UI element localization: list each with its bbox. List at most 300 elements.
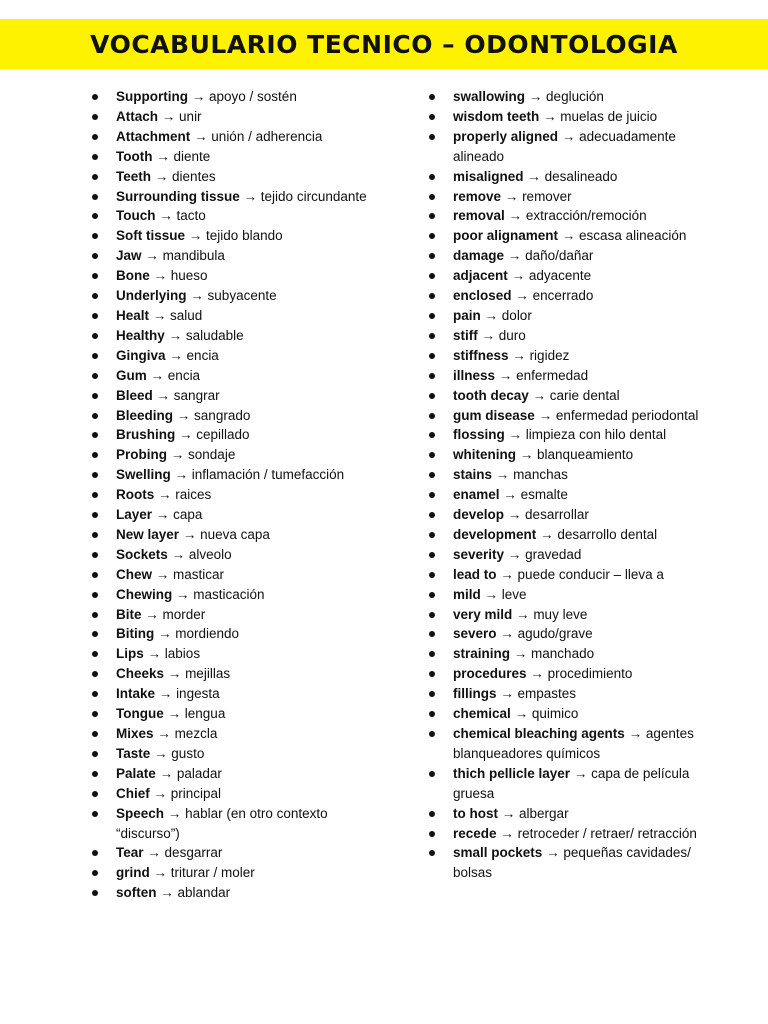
vocabulary-item [429,386,729,406]
arrow-icon: → [179,427,193,443]
vocabulary-translation: ingesta [176,686,220,702]
bullet-icon [92,194,98,200]
vocabulary-term: Tooth [116,148,153,164]
vocabulary-translation: apoyo / sostén [209,89,297,104]
arrow-icon: → [174,467,189,483]
vocabulary-translation: unión / adherencia [211,128,323,144]
vocabulary-item [92,445,392,465]
vocabulary-term: Supporting [116,89,188,104]
bullet-icon [92,492,98,498]
arrow-icon: → [154,168,169,184]
vocabulary-term: Layer [116,507,153,523]
vocabulary-term: fillings [453,686,497,702]
bullet-icon [92,413,98,419]
vocabulary-translation: mandibula [162,248,225,264]
vocabulary-translation: capa de película gruesa [453,765,690,801]
vocabulary-item [429,187,729,207]
vocabulary-item [429,684,729,704]
vocabulary-translation: adyacente [528,268,592,284]
bullet-icon [92,791,98,797]
vocabulary-term: mild [453,586,481,602]
vocabulary-term: properly aligned [453,128,559,144]
bullet-icon [92,393,98,399]
vocabulary-term: severo [453,626,497,642]
arrow-icon: → [153,865,168,881]
arrow-icon: → [161,108,176,124]
vocabulary-term: Healt [116,307,150,323]
vocabulary-term: Teeth [116,168,152,184]
bullet-icon [429,94,435,100]
bullet-icon [92,333,98,339]
vocabulary-translation: limpieza con hilo dental [525,427,667,443]
arrow-icon: → [156,387,171,403]
vocabulary-item [92,744,392,764]
bullet-icon [92,373,98,379]
vocabulary-term: Bleeding [116,407,174,423]
vocabulary-item [429,804,729,824]
vocabulary-translation: esmalte [520,487,568,503]
bullet-icon [92,671,98,677]
vocabulary-term: poor alignament [453,228,559,244]
arrow-icon: → [153,268,168,284]
bullet-icon [429,512,435,518]
vocabulary-term: remove [453,188,502,204]
vocabulary-translation: principal [170,785,222,801]
vocabulary-item [429,445,729,465]
vocabulary-item [92,366,392,386]
vocabulary-translation: sangrado [194,407,251,423]
vocabulary-translation: duro [498,327,526,343]
bullet-icon [429,612,435,618]
vocabulary-translation: puede conducir – lleva a [517,566,664,582]
bullet-icon [429,671,435,677]
vocabulary-translation: masticar [173,566,225,582]
arrow-icon: → [514,706,529,722]
bullet-icon [92,631,98,637]
bullet-icon [92,353,98,359]
arrow-icon: → [171,546,186,562]
arrow-icon: → [546,845,560,861]
vocabulary-translation: encerrado [532,288,594,304]
vocabulary-translation: desgarrar [164,845,223,861]
arrow-icon: → [484,586,499,602]
vocabulary-term: Touch [116,208,156,224]
vocabulary-item [429,406,729,426]
vocabulary-item [92,565,392,585]
vocabulary-translation: leve [501,586,527,602]
vocabulary-item [429,764,729,804]
vocabulary-term: Bone [116,268,150,284]
page-title: VOCABULARIO TECNICO – ODONTOLOGIA [90,29,678,59]
bullet-icon [429,134,435,140]
vocabulary-item [92,266,392,286]
vocabulary-translation: agentes blanqueadores químicos [453,726,694,761]
vocabulary-term: Gum [116,367,147,383]
bullet-icon [92,452,98,458]
bullet-icon [92,890,98,896]
vocabulary-term: Chief [116,785,150,801]
vocabulary-term: Gingiva [116,347,166,363]
arrow-icon: → [508,427,523,443]
vocabulary-term: Probing [116,447,167,463]
arrow-icon: → [561,228,576,244]
arrow-icon: → [507,507,522,523]
bullet-icon [429,293,435,299]
vocabulary-term: to host [453,805,498,821]
vocabulary-item [429,824,729,844]
vocabulary-item [92,624,392,644]
arrow-icon: → [182,526,197,542]
vocabulary-item [92,167,392,187]
arrow-icon: → [167,706,182,722]
bullet-icon [92,233,98,239]
vocabulary-item [429,246,729,266]
vocabulary-item [429,346,729,366]
arrow-icon: → [158,626,172,642]
vocabulary-item [429,843,729,883]
bullet-icon [92,154,98,160]
bullet-icon [92,313,98,319]
bullet-icon [429,731,435,737]
vocabulary-translation: sangrar [173,387,220,403]
arrow-icon: → [145,606,159,622]
arrow-icon: → [167,805,182,821]
vocabulary-translation: ablandar [177,885,231,901]
vocabulary-translation: lengua [184,706,226,722]
vocabulary-term: Underlying [116,288,187,304]
arrow-icon: → [194,128,208,144]
arrow-icon: → [500,825,514,841]
vocabulary-term: thich pellicle layer [453,765,571,781]
vocabulary-item [92,724,392,744]
bullet-icon [92,293,98,299]
vocabulary-translation: agudo/grave [517,626,593,642]
bullet-icon [429,592,435,598]
vocabulary-term: stiff [453,327,478,343]
arrow-icon: → [152,307,167,323]
vocabulary-term: Cheeks [116,666,165,682]
vocabulary-translation: gusto [171,745,205,761]
vocabulary-item [429,127,729,167]
vocabulary-item [92,883,392,903]
vocabulary-translation: diente [173,148,211,164]
vocabulary-translation: retroceder / retraer/ retracción [517,825,697,841]
vocabulary-item [429,664,729,684]
arrow-icon: → [160,885,174,901]
arrow-icon: → [538,407,553,423]
vocabulary-item [92,127,392,147]
vocabulary-item [429,167,729,187]
bullet-icon [429,850,435,856]
vocabulary-translation: pequeñas cavidades/ bolsas [453,845,691,881]
vocabulary-item [92,346,392,366]
vocabulary-translation: tejido blando [206,228,283,244]
vocabulary-term: procedures [453,666,527,682]
vocabulary-term: flossing [453,427,505,443]
arrow-icon: → [530,666,544,682]
vocabulary-translation: desalineado [544,168,618,184]
vocabulary-item [429,485,729,505]
arrow-icon: → [532,387,547,403]
vocabulary-item [92,505,392,525]
vocabulary-translation: labios [164,646,201,662]
vocabulary-translation: extracción/remoción [525,208,647,224]
vocabulary-item [429,266,729,286]
vocabulary-term: Attachment [116,128,191,144]
vocabulary-translation: muelas de juicio [560,108,658,124]
vocabulary-list-right [429,87,729,883]
vocabulary-item [92,863,392,883]
vocabulary-item [92,664,392,684]
vocabulary-item [92,784,392,804]
vocabulary-translation: sondaje [188,447,236,463]
vocabulary-term: Bite [116,606,142,622]
vocabulary-term: stains [453,467,493,483]
vocabulary-term: removal [453,208,505,224]
arrow-icon: → [508,208,523,224]
bullet-icon [92,870,98,876]
arrow-icon: → [481,327,496,343]
bullet-icon [92,134,98,140]
vocabulary-term: misaligned [453,168,524,184]
bullet-icon [429,432,435,438]
vocabulary-translation: mejillas [185,666,231,682]
vocabulary-item [429,724,729,764]
vocabulary-item [92,644,392,664]
bullet-icon [429,213,435,219]
vocabulary-translation: dientes [172,168,216,184]
arrow-icon: → [513,646,528,662]
vocabulary-translation: desarrollo dental [557,526,658,542]
arrow-icon: → [500,566,514,582]
vocabulary-translation: desarrollar [525,507,589,523]
bullet-icon [92,711,98,717]
arrow-icon: → [519,447,534,463]
bullet-icon [429,532,435,538]
vocabulary-term: Chew [116,566,153,582]
vocabulary-item [92,465,392,485]
vocabulary-item [92,804,392,844]
vocabulary-translation: subyacente [207,288,277,304]
vocabulary-translation: adecuadamente alineado [453,128,676,164]
title-banner [0,19,768,69]
vocabulary-term: pain [453,307,481,323]
vocabulary-item [92,525,392,545]
bullet-icon [92,94,98,100]
vocabulary-item [429,605,729,625]
vocabulary-term: Roots [116,487,155,503]
vocabulary-translation: manchado [531,646,595,662]
vocabulary-translation: albergar [519,805,569,821]
vocabulary-item [429,206,729,226]
vocabulary-translation: saludable [185,327,244,343]
arrow-icon: → [543,108,557,124]
vocabulary-item [92,286,392,306]
bullet-icon [429,631,435,637]
vocabulary-translation: raices [175,487,212,503]
vocabulary-item [429,525,729,545]
vocabulary-term: stiffness [453,347,509,363]
bullet-icon [429,651,435,657]
vocabulary-translation: dolor [501,307,532,323]
bullet-icon [92,174,98,180]
vocabulary-term: Lips [116,646,144,662]
vocabulary-translation: cepillado [196,427,250,443]
vocabulary-term: Swelling [116,467,171,483]
vocabulary-term: enamel [453,487,500,503]
vocabulary-item [92,246,392,266]
vocabulary-translation: tacto [176,208,206,224]
vocabulary-term: Mixes [116,726,154,741]
vocabulary-item [92,704,392,724]
arrow-icon: → [498,367,513,383]
arrow-icon: → [168,327,183,343]
arrow-icon: → [484,307,499,323]
vocabulary-translation: nueva capa [200,526,270,542]
vocabulary-item [429,425,729,445]
vocabulary-term: swallowing [453,89,526,104]
vocabulary-translation: rigidez [529,347,570,363]
vocabulary-item [429,565,729,585]
bullet-icon [429,353,435,359]
vocabulary-term: tooth decay [453,387,529,403]
vocabulary-item [92,87,392,107]
bullet-icon [429,711,435,717]
vocabulary-term: soften [116,885,157,901]
vocabulary-term: Brushing [116,427,176,443]
arrow-icon: → [512,347,526,363]
bullet-icon [429,472,435,478]
arrow-icon: → [170,447,185,463]
vocabulary-translation: morder [162,606,206,622]
arrow-icon: → [503,487,517,503]
vocabulary-term: straining [453,646,511,662]
arrow-icon: → [145,248,159,264]
vocabulary-translation: encia [186,347,219,363]
vocabulary-translation: encia [167,367,201,383]
arrow-icon: → [169,347,183,363]
vocabulary-term: Tear [116,845,144,861]
vocabulary-translation: inflamación / tumefacción [191,467,345,483]
vocabulary-item [429,366,729,386]
vocabulary-item [92,605,392,625]
bullet-icon [92,552,98,558]
bullet-icon [92,572,98,578]
vocabulary-term: Bleed [116,387,153,403]
vocabulary-item [429,624,729,644]
vocabulary-item [92,406,392,426]
vocabulary-item [429,704,729,724]
vocabulary-term: Sockets [116,546,168,562]
bullet-icon [429,811,435,817]
vocabulary-translation: mordiendo [175,626,240,642]
vocabulary-translation: mezcla [174,726,218,741]
arrow-icon: → [158,686,173,702]
vocabulary-item [429,226,729,246]
bullet-icon [92,532,98,538]
vocabulary-term: damage [453,248,505,264]
arrow-icon: → [147,845,161,861]
vocabulary-item [92,107,392,127]
arrow-icon: → [157,726,171,741]
arrow-icon: → [515,288,529,304]
vocabulary-item [92,485,392,505]
vocabulary-item [429,585,729,605]
bullet-icon [92,273,98,279]
arrow-icon: → [540,526,554,542]
arrow-icon: → [156,148,170,164]
bullet-icon [429,233,435,239]
bullet-icon [429,831,435,837]
vocabulary-term: Jaw [116,248,142,264]
arrow-icon: → [500,686,514,702]
vocabulary-translation: daño/dañar [525,248,594,264]
vocabulary-translation: remover [522,188,572,204]
vocabulary-term: recede [453,825,497,841]
arrow-icon: → [155,566,170,582]
arrow-icon: → [511,268,526,284]
bullet-icon [92,592,98,598]
bullet-icon [92,771,98,777]
vocabulary-translation: alveolo [188,546,232,562]
vocabulary-term: severity [453,546,505,562]
vocabulary-item [429,306,729,326]
vocabulary-translation: procedimiento [547,666,633,682]
vocabulary-term: Taste [116,745,151,761]
vocabulary-translation: enfermedad [516,367,589,383]
vocabulary-term: Speech [116,805,165,821]
vocabulary-item [429,87,729,107]
arrow-icon: → [561,128,576,144]
vocabulary-item [429,107,729,127]
vocabulary-term: development [453,526,537,542]
arrow-icon: → [628,726,643,741]
bullet-icon [92,811,98,817]
arrow-icon: → [155,507,170,523]
arrow-icon: → [154,745,168,761]
bullet-icon [92,612,98,618]
vocabulary-translation: gravedad [525,546,582,562]
vocabulary-term: Attach [116,108,159,124]
bullet-icon [429,771,435,777]
vocabulary-term: illness [453,367,496,383]
vocabulary-translation: empastes [517,686,577,702]
bullet-icon [92,432,98,438]
vocabulary-item [92,306,392,326]
bullet-icon [429,552,435,558]
arrow-icon: → [159,208,173,224]
vocabulary-item [92,843,392,863]
vocabulary-item [429,644,729,664]
bullet-icon [92,691,98,697]
bullet-icon [429,273,435,279]
vocabulary-item [92,326,392,346]
vocabulary-term: very mild [453,606,513,622]
bullet-icon [429,413,435,419]
vocabulary-term: gum disease [453,407,535,423]
bullet-icon [429,492,435,498]
bullet-icon [429,572,435,578]
arrow-icon: → [188,228,203,244]
vocabulary-item [429,286,729,306]
vocabulary-translation: unir [179,108,202,124]
bullet-icon [92,751,98,757]
arrow-icon: → [150,367,165,383]
arrow-icon: → [495,467,510,483]
arrow-icon: → [147,646,162,662]
vocabulary-item [429,326,729,346]
vocabulary-item [92,187,392,207]
